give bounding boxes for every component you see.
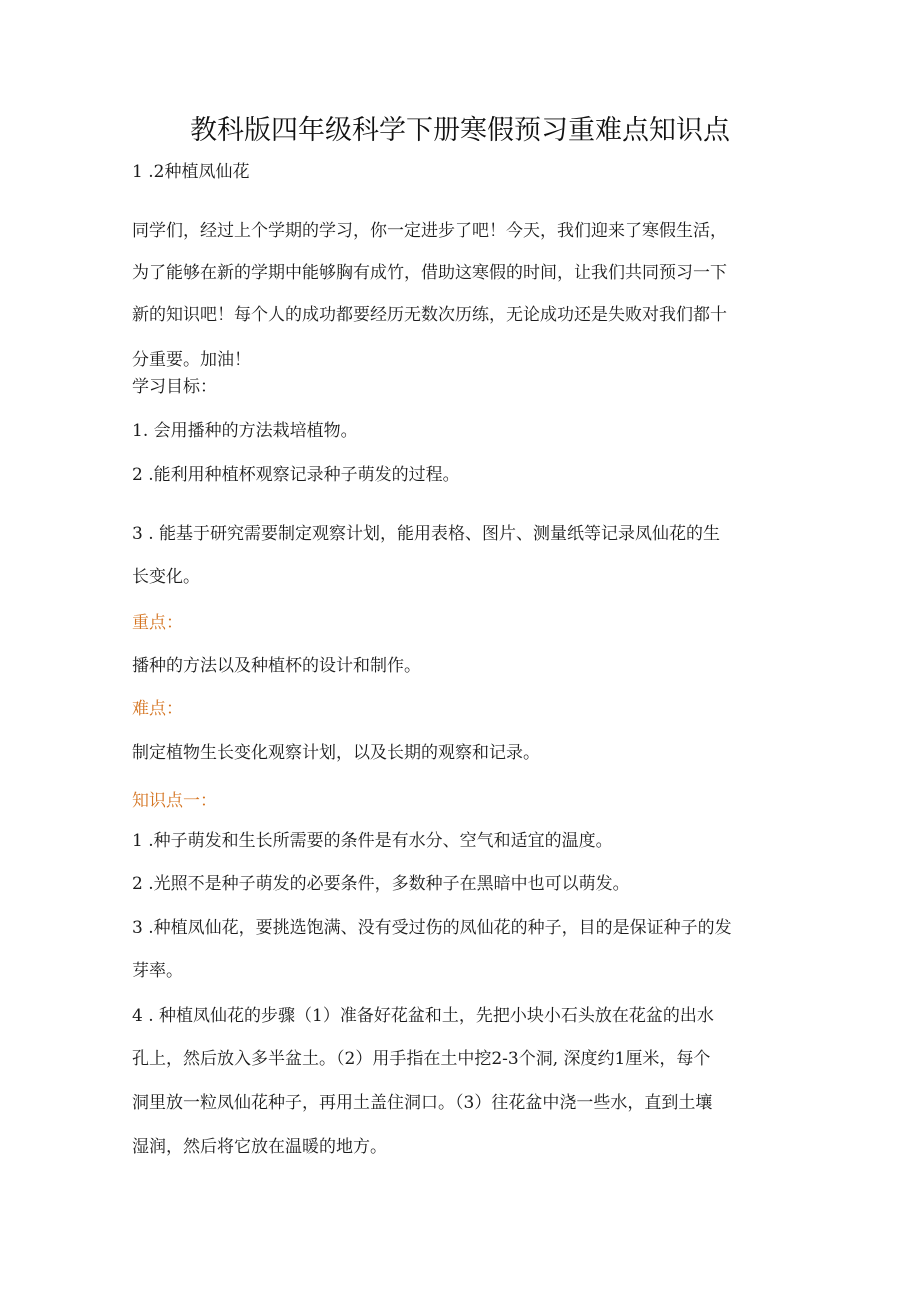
intro-line-1: 同学们，经过上个学期的学习，你一定进步了吧！今天，我们迎来了寒假生活， <box>132 221 727 241</box>
knowledge-item-3: 3 .种植凤仙花，要挑选饱满、没有受过伤的凤仙花的种子，目的是保证种子的发 <box>132 918 732 938</box>
document-title: 教科版四年级科学下册寒假预习重难点知识点 <box>190 115 730 146</box>
key-text: 播种的方法以及种植杯的设计和制作。 <box>132 656 421 676</box>
knowledge-item-4-cont-3: 湿润，然后将它放在温暖的地方。 <box>132 1137 387 1157</box>
goal-item-2: 2 .能利用种植杯观察记录种子萌发的过程。 <box>132 465 460 485</box>
knowledge-item-2: 2 .光照不是种子萌发的必要条件，多数种子在黑暗中也可以萌发。 <box>132 874 630 894</box>
knowledge-item-3-cont: 芽率。 <box>132 961 183 981</box>
key-heading: 重点： <box>132 613 183 633</box>
knowledge-item-1: 1 .种子萌发和生长所需要的条件是有水分、空气和适宜的温度。 <box>132 831 613 851</box>
knowledge-item-4-cont-2: 洞里放一粒凤仙花种子，再用土盖住洞口。（3）往花盆中浇一些水，直到土壤 <box>132 1093 713 1113</box>
difficult-text: 制定植物生长变化观察计划，以及长期的观察和记录。 <box>132 743 540 763</box>
intro-line-4: 分重要。加油！ <box>132 350 251 370</box>
section-heading: 1 .2种植凤仙花 <box>132 162 250 182</box>
goals-heading: 学习目标： <box>132 377 217 397</box>
knowledge-item-4: 4 . 种植凤仙花的步骤（1）准备好花盆和土，先把小块小石头放在花盆的出水 <box>132 1006 714 1026</box>
intro-line-3: 新的知识吧！每个人的成功都要经历无数次历练，无论成功还是失败对我们都十 <box>132 305 727 325</box>
intro-line-2: 为了能够在新的学期中能够胸有成竹，借助这寒假的时间，让我们共同预习一下 <box>132 263 727 283</box>
knowledge-item-4-cont-1: 孔上，然后放入多半盆土。（2）用手指在土中挖2-3个洞, 深度约1厘米，每个 <box>132 1049 711 1069</box>
difficult-heading: 难点： <box>132 699 183 719</box>
goal-item-3: 3 . 能基于研究需要制定观察计划，能用表格、图片、测量纸等记录凤仙花的生 <box>132 524 721 544</box>
knowledge-heading: 知识点一： <box>132 791 217 811</box>
goal-item-1: 1. 会用播种的方法栽培植物。 <box>132 421 358 441</box>
goal-item-3-cont: 长变化。 <box>132 567 200 587</box>
